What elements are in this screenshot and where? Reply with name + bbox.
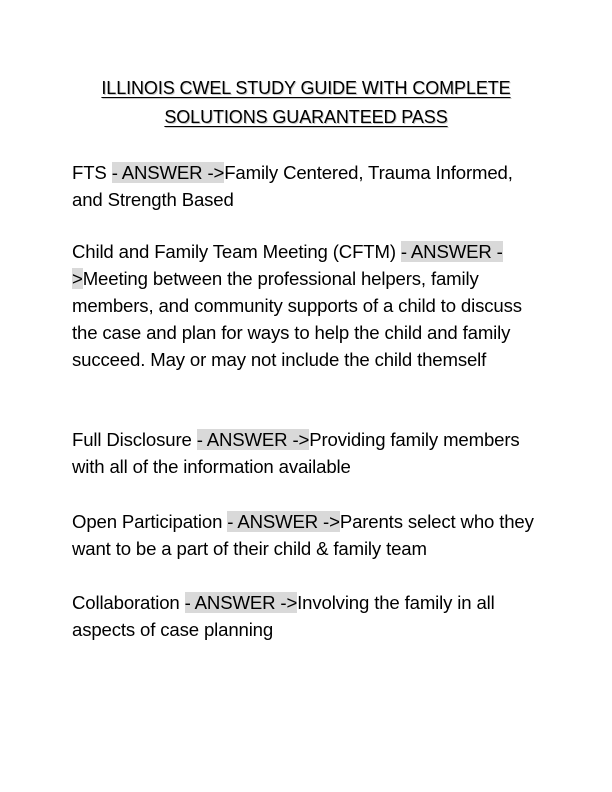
answer-marker: - ANSWER -> [72,241,503,289]
qa-entry-open-participation [72,508,542,562]
answer-marker: - ANSWER -> [196,429,310,450]
qa-answer: Family Centered, Trauma Informed, and Strength Based [72,162,513,210]
qa-term: Open Participation [72,511,228,532]
qa-answer: Providing family members with all of the information available [72,429,520,477]
qa-entry-cftm [72,238,542,373]
qa-entry-collaboration [72,589,542,643]
qa-term: FTS [72,162,112,183]
answer-marker: - ANSWER -> [184,592,298,613]
title-line-1: ILLINOIS CWEL STUDY GUIDE WITH COMPLETE [101,78,511,98]
answer-marker: - ANSWER -> [227,511,340,532]
answer-marker: - ANSWER -> [111,162,225,183]
qa-answer: Parents select who they want to be a part of their child & family team [72,511,534,559]
document-title [72,74,540,132]
qa-term: Child and Family Team Meeting (CFTM) [72,241,401,262]
qa-answer: Meeting between the professional helpers, family members, and community supports of a child to discuss the case and plan for ways to help the child and family succeed. May or may not include the child themself [72,268,522,370]
qa-entry-full-disclosure [72,426,542,480]
title-line-2: SOLUTIONS GUARANTEED PASS [164,107,448,127]
qa-term: Full Disclosure [72,429,197,450]
qa-term: Collaboration [72,592,185,613]
qa-entry-fts [72,159,542,213]
qa-answer: Involving the family in all aspects of case planning [72,592,495,640]
